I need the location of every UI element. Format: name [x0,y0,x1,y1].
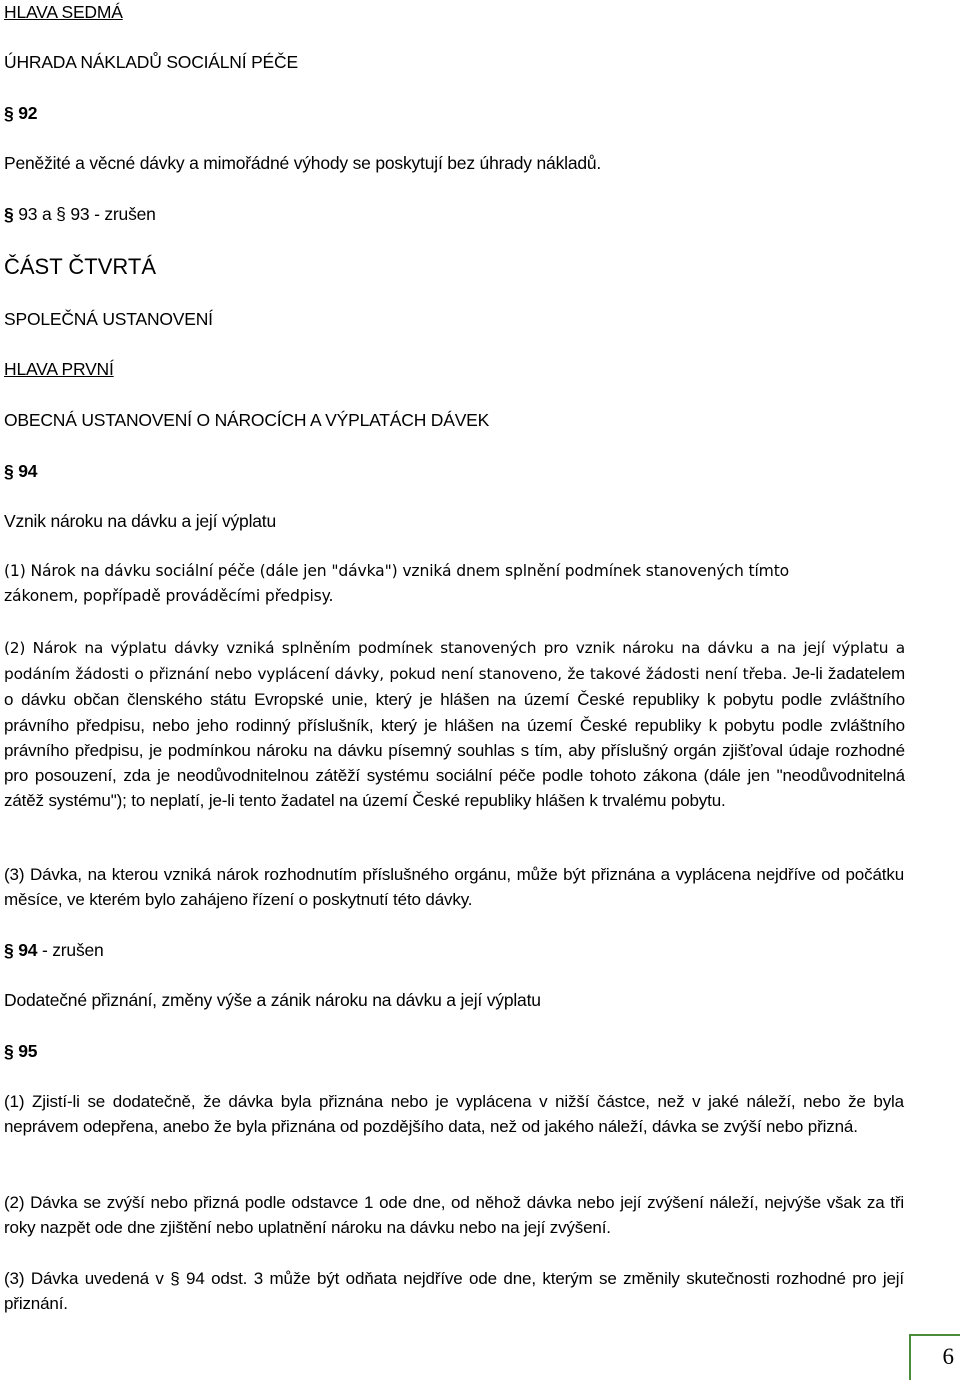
section-94a-mark: § [4,940,14,960]
section-94-title: Vznik nároku na dávku a její výplatu [4,511,276,531]
chapter-one-heading: HLAVA PRVNÍ [4,359,114,379]
section-95-title: Dodatečné přiznání, změny výše a zánik nároku na dávku a její výplatu [4,990,541,1010]
section-95-heading [4,1039,37,1063]
section-95-number: 95 [18,1041,38,1061]
section-93-mark: § [4,204,14,224]
section-92-number: 92 [18,103,38,123]
section-93-text: 93 a § 93 - zrušen [18,204,156,224]
section-95-mark: § [4,1041,14,1061]
s94-paragraph-1-line-1: (1) Nárok na dávku sociální péče (dále jen "dávka") vzniká dnem splnění podmínek stanovených tímto [4,562,790,580]
s95-paragraph-1: (1) Zjistí-li se dodatečně, že dávka byla přiznána nebo je vyplácena v nižší částce, než v jaké náleží, nebo že byla neprávem odepřena, anebo že byla přiznána od pozdějšího data, než od jakého náleží, dávka se zvýší nebo přizná. [4,1092,904,1137]
section-94a-heading [4,938,104,962]
section-92-heading [4,101,37,125]
section-94a-number: 94 [18,940,38,960]
section-92-text: Peněžité a věcné dávky a mimořádné výhody se poskytují bez úhrady nákladů. [4,153,602,173]
s94-paragraph-1-line-2: zákonem, popřípadě prováděcími předpisy. [4,587,334,605]
s94-paragraph-2-part-a: (2) Nárok na výplatu dávky vzniká splněním podmínek stanovených pro vznik nároku na dávku a na její výplatu a podáním žádosti o přiznání nebo vyplácení dávky, pokud není stanoveno, že takové žádosti není třeba. [4,639,905,684]
costs-heading: ÚHRADA NÁKLADŮ SOCIÁLNÍ PÉČE [4,52,298,72]
common-provisions-heading: SPOLEČNÁ USTANOVENÍ [4,309,213,329]
section-94-mark: § [4,461,14,481]
section-92-mark: § [4,103,14,123]
s95-paragraph-3: (3) Dávka uvedená v § 94 odst. 3 může být odňata nejdříve ode dne, kterým se změnily skutečnosti rozhodné pro její přiznání. [4,1269,904,1314]
s95-paragraph-2: (2) Dávka se zvýší nebo přizná podle odstavce 1 ode dne, od něhož dávka nebo její zvýšení náleží, nejvýše však za tři roky nazpět ode dne zjištění nebo uplatnění nároku na dávku nebo na její zvýšení. [4,1193,904,1238]
part-four-heading: ČÁST ČTVRTÁ [4,254,156,279]
section-93-heading [4,202,156,226]
page-number-box [909,1334,960,1380]
section-94-number: 94 [18,461,38,481]
chapter-heading-seven: HLAVA SEDMÁ [4,2,123,22]
s94-paragraph-2 [4,635,905,813]
s94-paragraph-3: (3) Dávka, na kterou vzniká nárok rozhodnutím příslušného orgánu, může být přiznána a vyplácena nejdříve od počátku měsíce, ve kterém bylo zahájeno řízení o poskytnutí této dávky. [4,865,904,910]
section-94a-status: - zrušen [37,940,104,960]
section-94-heading [4,459,37,483]
s94-paragraph-2-part-b: Je-li žadatelem o dávku občan členského státu Evropské unie, který je hlášen na území České republiky k pobytu podle zvláštního právního předpisu, nebo jeho rodinný příslušník, který je hlášen na území České republiky k pobytu podle zvláštního právního předpisu, je podmínkou nároku na dávku písemný souhlas s tím, aby příslušný orgán zjišťoval údaje rozhodné pro posouzení, zda je neodůvodnitelnou zátěží systému sociální péče podle tohoto zákona (dále jen "neodůvodnitelná zátěž systému"); to neplatí, je-li tento žadatel na území České republiky hlášen k trvalému pobytu. [4,664,906,811]
page-number: 6 [942,1344,954,1369]
general-provisions-heading: OBECNÁ USTANOVENÍ O NÁROCÍCH A VÝPLATÁCH DÁVEK [4,410,490,430]
